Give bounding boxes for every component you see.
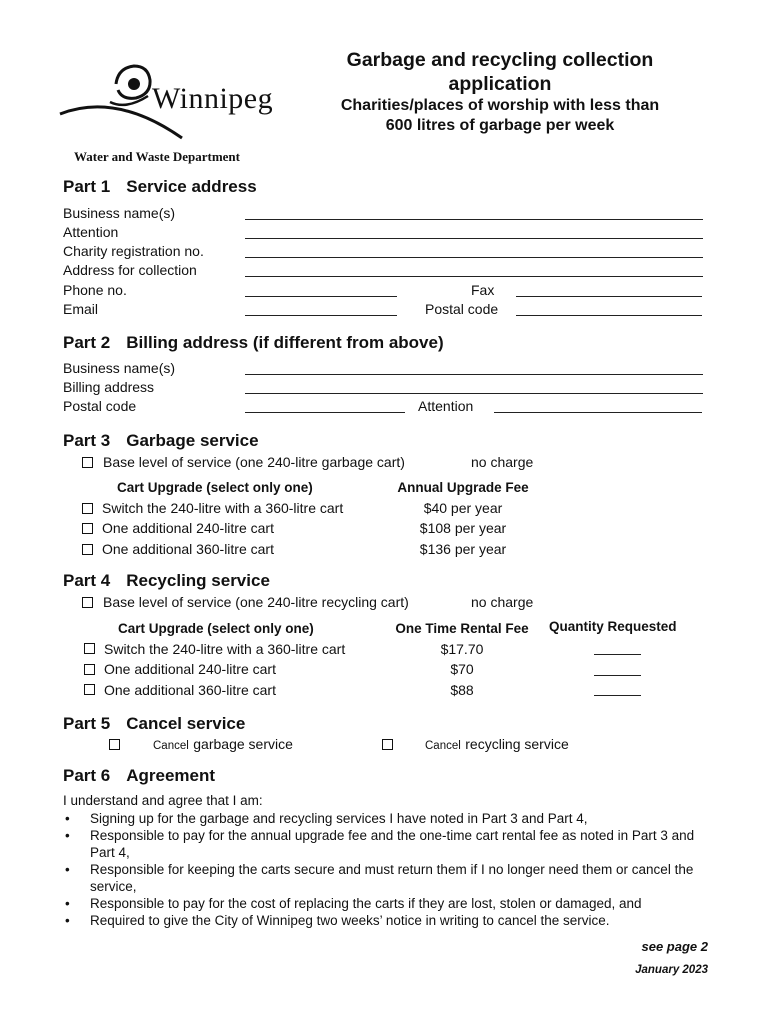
recycling-option-2-fee: $70 [450,661,474,677]
garbage-base-fee: no charge [471,454,534,470]
garbage-option-1-fee: $40 per year [423,500,503,516]
recycling-option-3-checkbox[interactable] [84,684,95,695]
title-line-2: application [448,73,552,95]
subtitle-line-1: Charities/places of worship with less than [340,97,660,114]
garbage-option-2-label: One additional 240-litre cart [102,520,274,536]
cancel-recycling-small: Cancel [425,740,461,752]
part5-heading [63,714,245,734]
part1-label-phone: Phone no. [63,282,127,298]
recycling-option-1-quantity[interactable] [594,654,641,655]
attention-field[interactable] [245,238,703,239]
garbage-option-1-checkbox[interactable] [82,503,93,514]
part2-title: Billing address (if different from above) [126,333,444,352]
recycling-base-checkbox[interactable] [82,597,93,608]
part3-heading [63,431,259,451]
cancel-garbage-small: Cancel [153,740,189,752]
part1-number: Part 1 [63,177,111,196]
recycling-fee-header: One Time Rental Fee [395,621,529,636]
recycling-option-3-quantity[interactable] [594,695,641,696]
garbage-fee-header: Annual Upgrade Fee [397,480,529,495]
agreement-item: • Signing up for the garbage and recycling services I have noted in Part 3 and Part 4, [63,810,718,827]
part6-title: Agreement [126,766,216,785]
garbage-option-3-label: One additional 360-litre cart [102,541,274,557]
form-date: January 2023 [635,964,708,976]
part4-title: Recycling service [126,571,270,590]
recycling-option-2-label: One additional 240-litre cart [104,661,276,677]
part3-title: Garbage service [126,431,259,450]
cancel-garbage-checkbox[interactable] [109,739,120,750]
agreement-item: • Required to give the City of Winnipeg two weeks’ notice in writing to cancel the service. [63,912,718,929]
recycling-option-1-fee: $17.70 [440,641,484,657]
phone-field[interactable] [245,296,397,297]
garbage-option-3-fee: $136 per year [419,541,507,557]
form-subtitle [310,96,690,136]
part6-number: Part 6 [63,766,111,785]
recycling-option-3-fee: $88 [450,682,474,698]
winnipeg-logo [56,62,286,142]
cancel-garbage-text [153,736,293,754]
cancel-recycling-label: recycling service [465,736,569,752]
cancel-recycling-checkbox[interactable] [382,739,393,750]
billing-attention-label: Attention [418,398,474,414]
part1-label-business: Business name(s) [63,205,176,221]
part2-label-business: Business name(s) [63,360,176,376]
recycling-option-1-checkbox[interactable] [84,643,95,654]
subtitle-line-2: 600 litres of garbage per week [385,117,615,134]
business-name-field[interactable] [245,219,703,220]
part1-label-email: Email [63,301,99,317]
postal-code-field[interactable] [516,315,702,316]
recycling-base-fee: no charge [471,594,534,610]
recycling-option-2-quantity[interactable] [594,675,641,676]
part1-label-charity: Charity registration no. [63,243,204,259]
title-line-1: Garbage and recycling collection [346,49,654,71]
garbage-upgrade-header: Cart Upgrade (select only one) [117,480,313,495]
part2-heading [63,333,444,353]
recycling-option-2-checkbox[interactable] [84,664,95,675]
fax-field[interactable] [516,296,702,297]
agreement-item: • Responsible to pay for the annual upgrade fee and the one-time cart rental fee as noted in Part 3 and Part 4, [63,827,718,861]
agreement-item: • Responsible for keeping the carts secure and must return them if I no longer need them or cancel the service, [63,861,718,895]
cancel-garbage-label: garbage service [193,736,293,752]
agreement-intro: I understand and agree that I am: [63,793,263,808]
agreement-item: • Responsible to pay for the cost of replacing the carts if they are lost, stolen or damaged, and [63,895,718,912]
garbage-option-1-label: Switch the 240-litre with a 360-litre cart [102,500,344,516]
part5-title: Cancel service [126,714,246,733]
recycling-base-label: Base level of service (one 240-litre recycling cart) [103,594,409,610]
garbage-option-2-checkbox[interactable] [82,523,93,534]
part2-label-postal: Postal code [63,398,137,414]
part4-number: Part 4 [63,571,111,590]
fax-label: Fax [471,282,495,298]
part2-label-billing: Billing address [63,379,155,395]
postal-code-label: Postal code [425,301,499,317]
part1-label-attention: Attention [63,224,119,240]
billing-postal-field[interactable] [245,412,405,413]
garbage-option-2-fee: $108 per year [419,520,507,536]
address-collection-field[interactable] [245,276,703,277]
see-page-note: see page 2 [641,939,708,954]
billing-attention-field[interactable] [494,412,702,413]
department-name: Water and Waste Department [74,149,240,164]
recycling-upgrade-header: Cart Upgrade (select only one) [118,621,314,636]
part5-number: Part 5 [63,714,111,733]
part6-heading [63,766,215,786]
part2-number: Part 2 [63,333,111,352]
garbage-base-checkbox[interactable] [82,457,93,468]
part3-number: Part 3 [63,431,111,450]
form-title [320,48,680,96]
part1-label-address: Address for collection [63,262,197,278]
part1-title: Service address [126,177,257,196]
quantity-header: Quantity Requested [549,619,677,634]
recycling-option-3-label: One additional 360-litre cart [104,682,276,698]
charity-registration-field[interactable] [245,257,703,258]
garbage-base-label: Base level of service (one 240-litre garbage cart) [103,454,405,470]
garbage-option-3-checkbox[interactable] [82,544,93,555]
billing-business-name-field[interactable] [245,374,703,375]
logo-wordmark: Winnipeg [152,82,274,115]
cancel-recycling-text [425,736,569,754]
recycling-option-1-label: Switch the 240-litre with a 360-litre cart [104,641,346,657]
part4-heading [63,571,270,591]
billing-address-field[interactable] [245,393,703,394]
agreement-list [63,810,718,929]
part1-heading [63,177,257,197]
email-field[interactable] [245,315,397,316]
